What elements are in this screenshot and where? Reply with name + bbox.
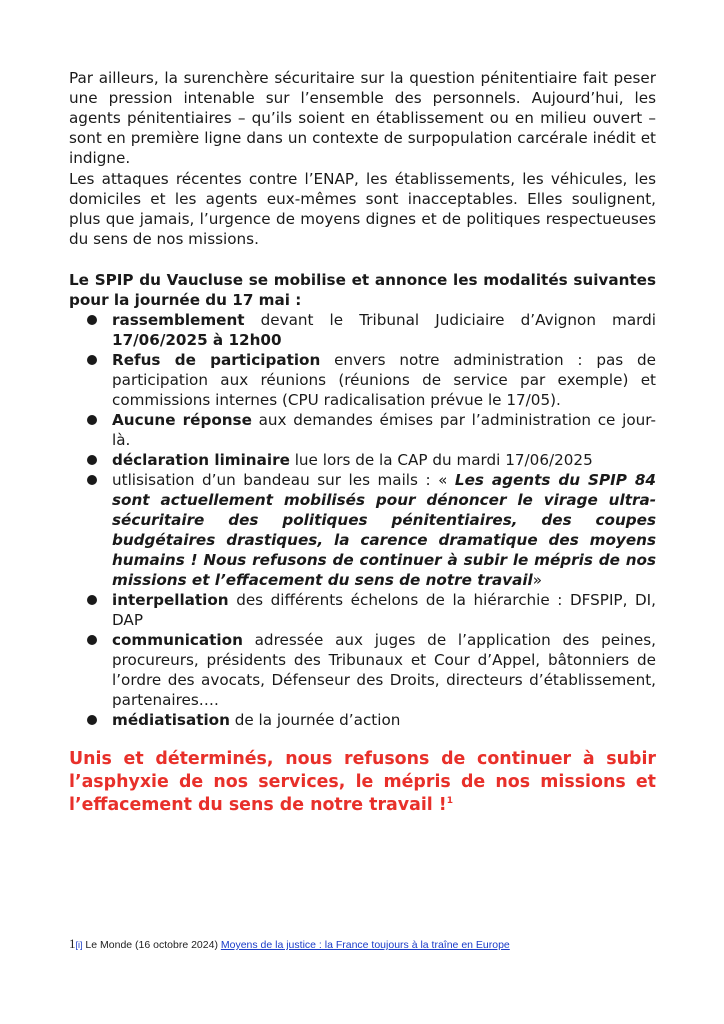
bullet-icon xyxy=(87,475,97,485)
list-item-rassemblement: rassemblement devant le Tribunal Judiciaire d’Avignon mardi 17/06/2025 à 12h00 xyxy=(87,310,656,350)
bullet-icon xyxy=(87,715,97,725)
bullet-icon xyxy=(87,415,97,425)
footnote-source: Le Monde (16 octobre 2024) xyxy=(82,939,221,951)
paragraph-pressure: Par ailleurs, la surenchère sécuritaire sur la question pénitentiaire fait peser une pression intenable sur l’ensemble des personnels. Aujourd’hui, les agents pénitentiaires – qu’ils soient en établissement ou en milieu ouvert – sont en première ligne dans un contexte de surpopulation carcérale inédit et indigne. xyxy=(69,69,656,167)
bullet-icon xyxy=(87,595,97,605)
bullet-icon xyxy=(87,355,97,365)
mobilisation-heading: Le SPIP du Vaucluse se mobilise et annonce les modalités suivantes pour la journée du 17 mai : xyxy=(69,271,656,309)
footnote-number: 1 xyxy=(69,936,76,951)
footnote-article-link[interactable]: Moyens de la justice : la France toujours à la traîne en Europe xyxy=(220,939,510,951)
bullet-icon xyxy=(87,315,97,325)
footnote-marker: 1 xyxy=(446,796,454,807)
list-item-declaration: déclaration liminaire lue lors de la CAP du mardi 17/06/2025 xyxy=(87,450,656,470)
bullet-icon xyxy=(87,635,97,645)
list-item-communication: communication adressée aux juges de l’application des peines, procureurs, présidents des Tribunaux et Cour d’Appel, bâtonniers de l’ordre des avocats, Défenseur des Droits, directeurs d’établissement, partenaires…. xyxy=(87,630,656,710)
closing-statement: Unis et déterminés, nous refusons de continuer à subir l’asphyxie de nos services, le mépris de nos missions et l’effacement du sens de notre travail !$^1$ xyxy=(69,749,656,815)
bullet-icon xyxy=(87,455,97,465)
footnote xyxy=(69,937,669,952)
paragraph-attacks: Les attaques récentes contre l’ENAP, les établissements, les véhicules, les domiciles et les agents eux-mêmes sont inacceptables. Elles soulignent, plus que jamais, l’urgence de moyens dignes et de politiques respectueuses du sens de nos missions. xyxy=(69,170,656,248)
action-list xyxy=(87,310,656,730)
list-item-mediatisation: médiatisation de la journée d’action xyxy=(87,710,656,730)
list-item-aucune-reponse: Aucune réponse aux demandes émises par l’administration ce jour-là. xyxy=(87,410,656,450)
list-item-refus: Refus de participation envers notre administration : pas de participation aux réunions (réunions de service par exemple) et commissions internes (CPU radicalisation prévue le 17/05). xyxy=(87,350,656,410)
list-item-interpellation: interpellation des différents échelons de la hiérarchie : DFSPIP, DI, DAP xyxy=(87,590,656,630)
list-item-bandeau: utlisisation d’un bandeau sur les mails : « Les agents du SPIP 84 sont actuellement mobilisés pour dénoncer le virage ultra-sécuritaire des politiques pénitentiaires, des coupes budgétaires drastiques, la carence dramatique des moyens humains ! Nous refusons de continuer à subir le mépris de nos missions et l’effacement du sens de notre travail» xyxy=(87,470,656,590)
footnote-ref-link[interactable]: [i] xyxy=(75,940,83,950)
